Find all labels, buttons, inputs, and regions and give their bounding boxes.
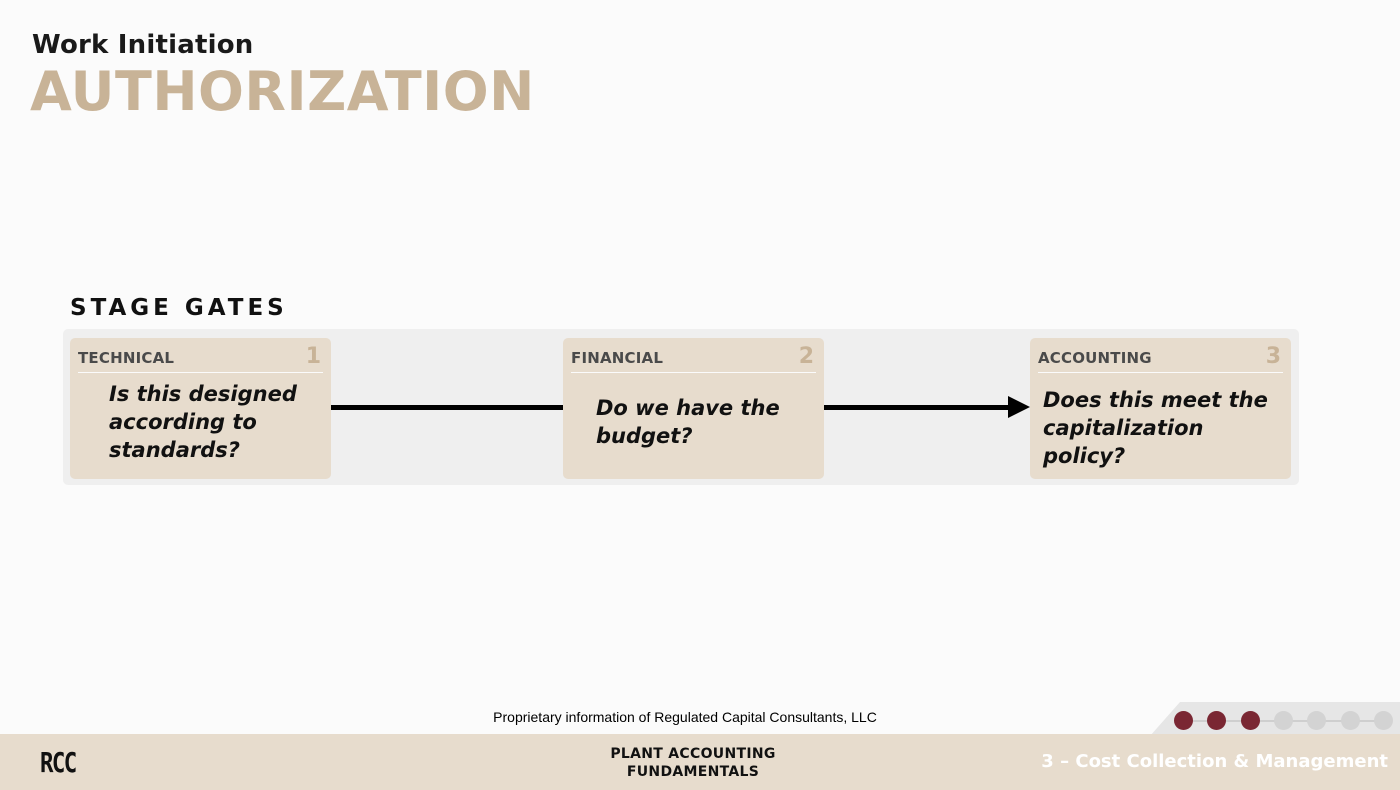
slide-subtitle: Work Initiation	[32, 30, 254, 60]
question-line: Does this meet the	[1043, 388, 1268, 412]
gate-header	[1038, 346, 1283, 373]
progress-dot-complete	[1174, 711, 1193, 730]
course-title-line: PLANT ACCOUNTING	[610, 746, 776, 762]
gate-financial	[563, 338, 824, 479]
gate-number: 3	[1265, 344, 1281, 369]
slide-title: AUTHORIZATION	[30, 60, 535, 123]
gate-question	[1043, 386, 1268, 470]
arrowhead-icon	[1008, 396, 1030, 418]
question-line: budget?	[596, 424, 693, 448]
footer-bar	[0, 734, 1400, 790]
course-title-line: FUNDAMENTALS	[626, 764, 760, 780]
module-title: 3 – Cost Collection & Management	[1041, 751, 1388, 772]
question-line: Do we have the	[596, 396, 780, 420]
question-line: Is this designed	[109, 382, 297, 406]
rcc-logo: RCC	[40, 746, 76, 779]
progress-dot-complete	[1241, 711, 1260, 730]
gate-accounting	[1030, 338, 1291, 479]
gate-header	[571, 346, 816, 373]
gate-number: 2	[798, 344, 814, 369]
gate-header	[78, 346, 323, 373]
course-title	[543, 745, 843, 781]
progress-dot-pending	[1374, 711, 1393, 730]
progress-dot-pending	[1341, 711, 1360, 730]
question-line: policy?	[1043, 444, 1126, 468]
connector-line-1	[331, 405, 563, 410]
gate-technical	[70, 338, 331, 479]
gate-question	[596, 394, 780, 450]
gate-number: 1	[305, 344, 321, 369]
proprietary-notice: Proprietary information of Regulated Capital Consultants, LLC	[493, 709, 877, 725]
gate-question	[109, 380, 297, 464]
question-line: according to	[109, 410, 257, 434]
connector-line-2	[824, 405, 1010, 410]
question-line: standards?	[109, 438, 240, 462]
question-line: capitalization	[1043, 416, 1204, 440]
gate-label: FINANCIAL	[571, 349, 664, 367]
progress-dot-pending	[1274, 711, 1293, 730]
gate-label: ACCOUNTING	[1038, 349, 1152, 367]
stage-gates-heading: STAGE GATES	[70, 295, 288, 321]
gate-label: TECHNICAL	[78, 349, 175, 367]
